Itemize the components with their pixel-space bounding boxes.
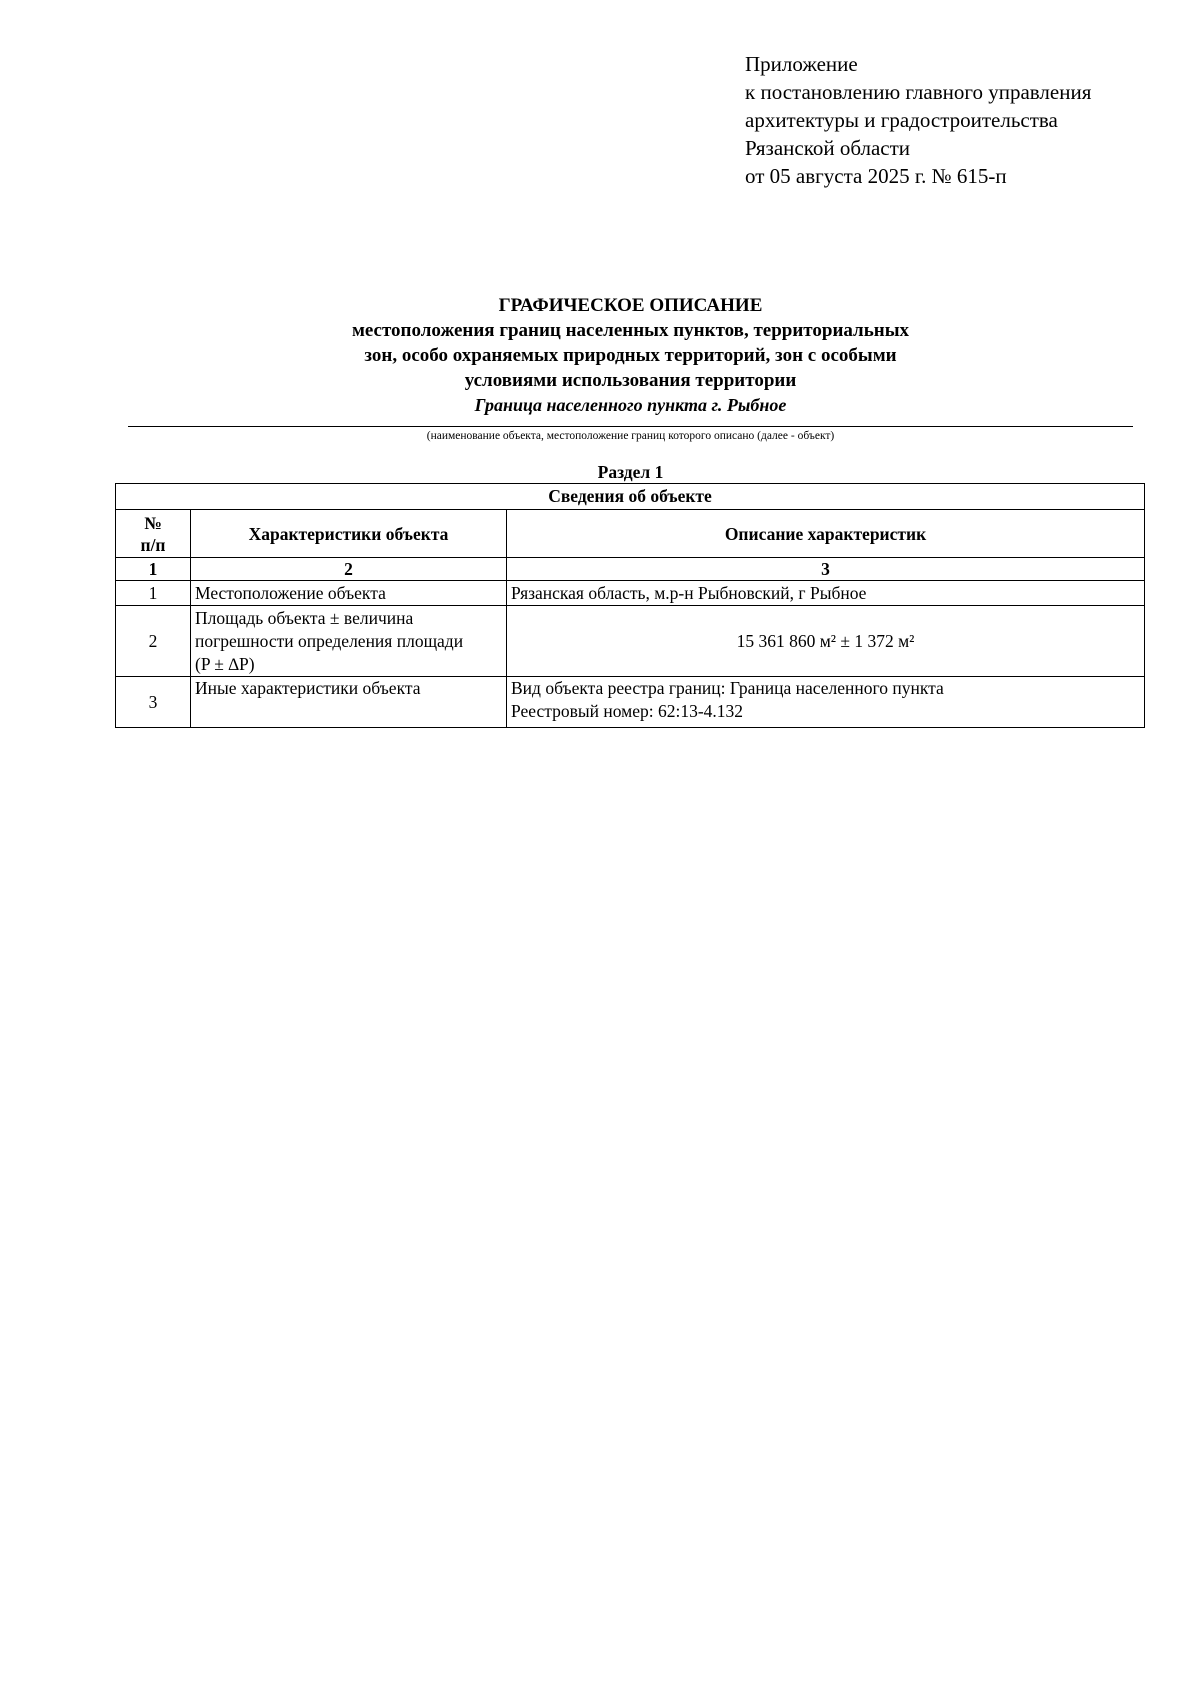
- column-number: 3: [507, 558, 1145, 581]
- document-subtitle-line: местоположения границ населенных пунктов, территориальных: [351, 320, 910, 341]
- cell-line: 15 361 860 м² ± 1 372 м²: [736, 630, 915, 651]
- row-num: 3: [116, 677, 191, 728]
- header-num: [116, 510, 191, 558]
- column-number: 2: [191, 558, 507, 581]
- table-row: [116, 677, 1145, 728]
- cell-line: Площадь объекта ± величина: [195, 607, 414, 628]
- header-num-line: №: [144, 512, 162, 533]
- cell-line: Местоположение объекта: [195, 582, 386, 603]
- table-row: [116, 606, 1145, 677]
- header-characteristics: Характеристики объекта: [191, 510, 507, 558]
- column-number: 1: [116, 558, 191, 581]
- document-subtitle-line: зон, особо охраняемых природных территорий, зон с особыми: [364, 345, 897, 366]
- cell-line: Реестровый номер: 62:13-4.132: [511, 701, 744, 721]
- cell-line: Рязанская область, м.р-н Рыбновский, г Рыбное: [511, 582, 867, 603]
- document-heading: [128, 293, 1133, 417]
- header-num-line: п/п: [140, 534, 166, 555]
- row-num: 2: [116, 606, 191, 677]
- object-name-caption: (наименование объекта, местоположение границ которого описано (далее - объект): [426, 430, 835, 442]
- row-description: [507, 581, 1145, 606]
- document-subtitle-line: условиями использования территории: [464, 370, 797, 391]
- row-description: [507, 606, 1145, 677]
- row-characteristic: [191, 677, 507, 728]
- row-characteristic: [191, 581, 507, 606]
- cell-line: погрешности определения площади: [195, 630, 464, 651]
- object-name-underline: [128, 426, 1133, 427]
- row-num: 1: [116, 581, 191, 606]
- appendix-line: Рязанской области: [745, 136, 911, 160]
- column-number-row: [116, 558, 1145, 581]
- cell-line: (P ± ∆P): [195, 653, 255, 674]
- appendix-line: архитектуры и градостроительства: [745, 108, 1058, 132]
- appendix-line: Приложение: [745, 52, 858, 76]
- row-description: [507, 677, 1145, 728]
- object-info-table: [115, 483, 1145, 728]
- appendix-line: к постановлению главного управления: [745, 80, 1092, 104]
- table-caption-row: [116, 484, 1145, 510]
- document-title: ГРАФИЧЕСКОЕ ОПИСАНИЕ: [498, 295, 763, 316]
- section-label: Раздел 1: [597, 462, 664, 482]
- appendix-block: [745, 50, 1091, 190]
- cell-line: Иные характеристики объекта: [195, 678, 421, 698]
- cell-line: Вид объекта реестра границ: Граница населенного пункта: [511, 678, 944, 698]
- table-caption: Сведения об объекте: [116, 484, 1145, 510]
- row-characteristic: [191, 606, 507, 677]
- appendix-date-line: от 05 августа 2025 г. № 615-п: [745, 164, 1007, 188]
- object-name: Граница населенного пункта г. Рыбное: [474, 395, 787, 415]
- table-row: [116, 581, 1145, 606]
- header-description: Описание характеристик: [507, 510, 1145, 558]
- table-header-row: [116, 510, 1145, 558]
